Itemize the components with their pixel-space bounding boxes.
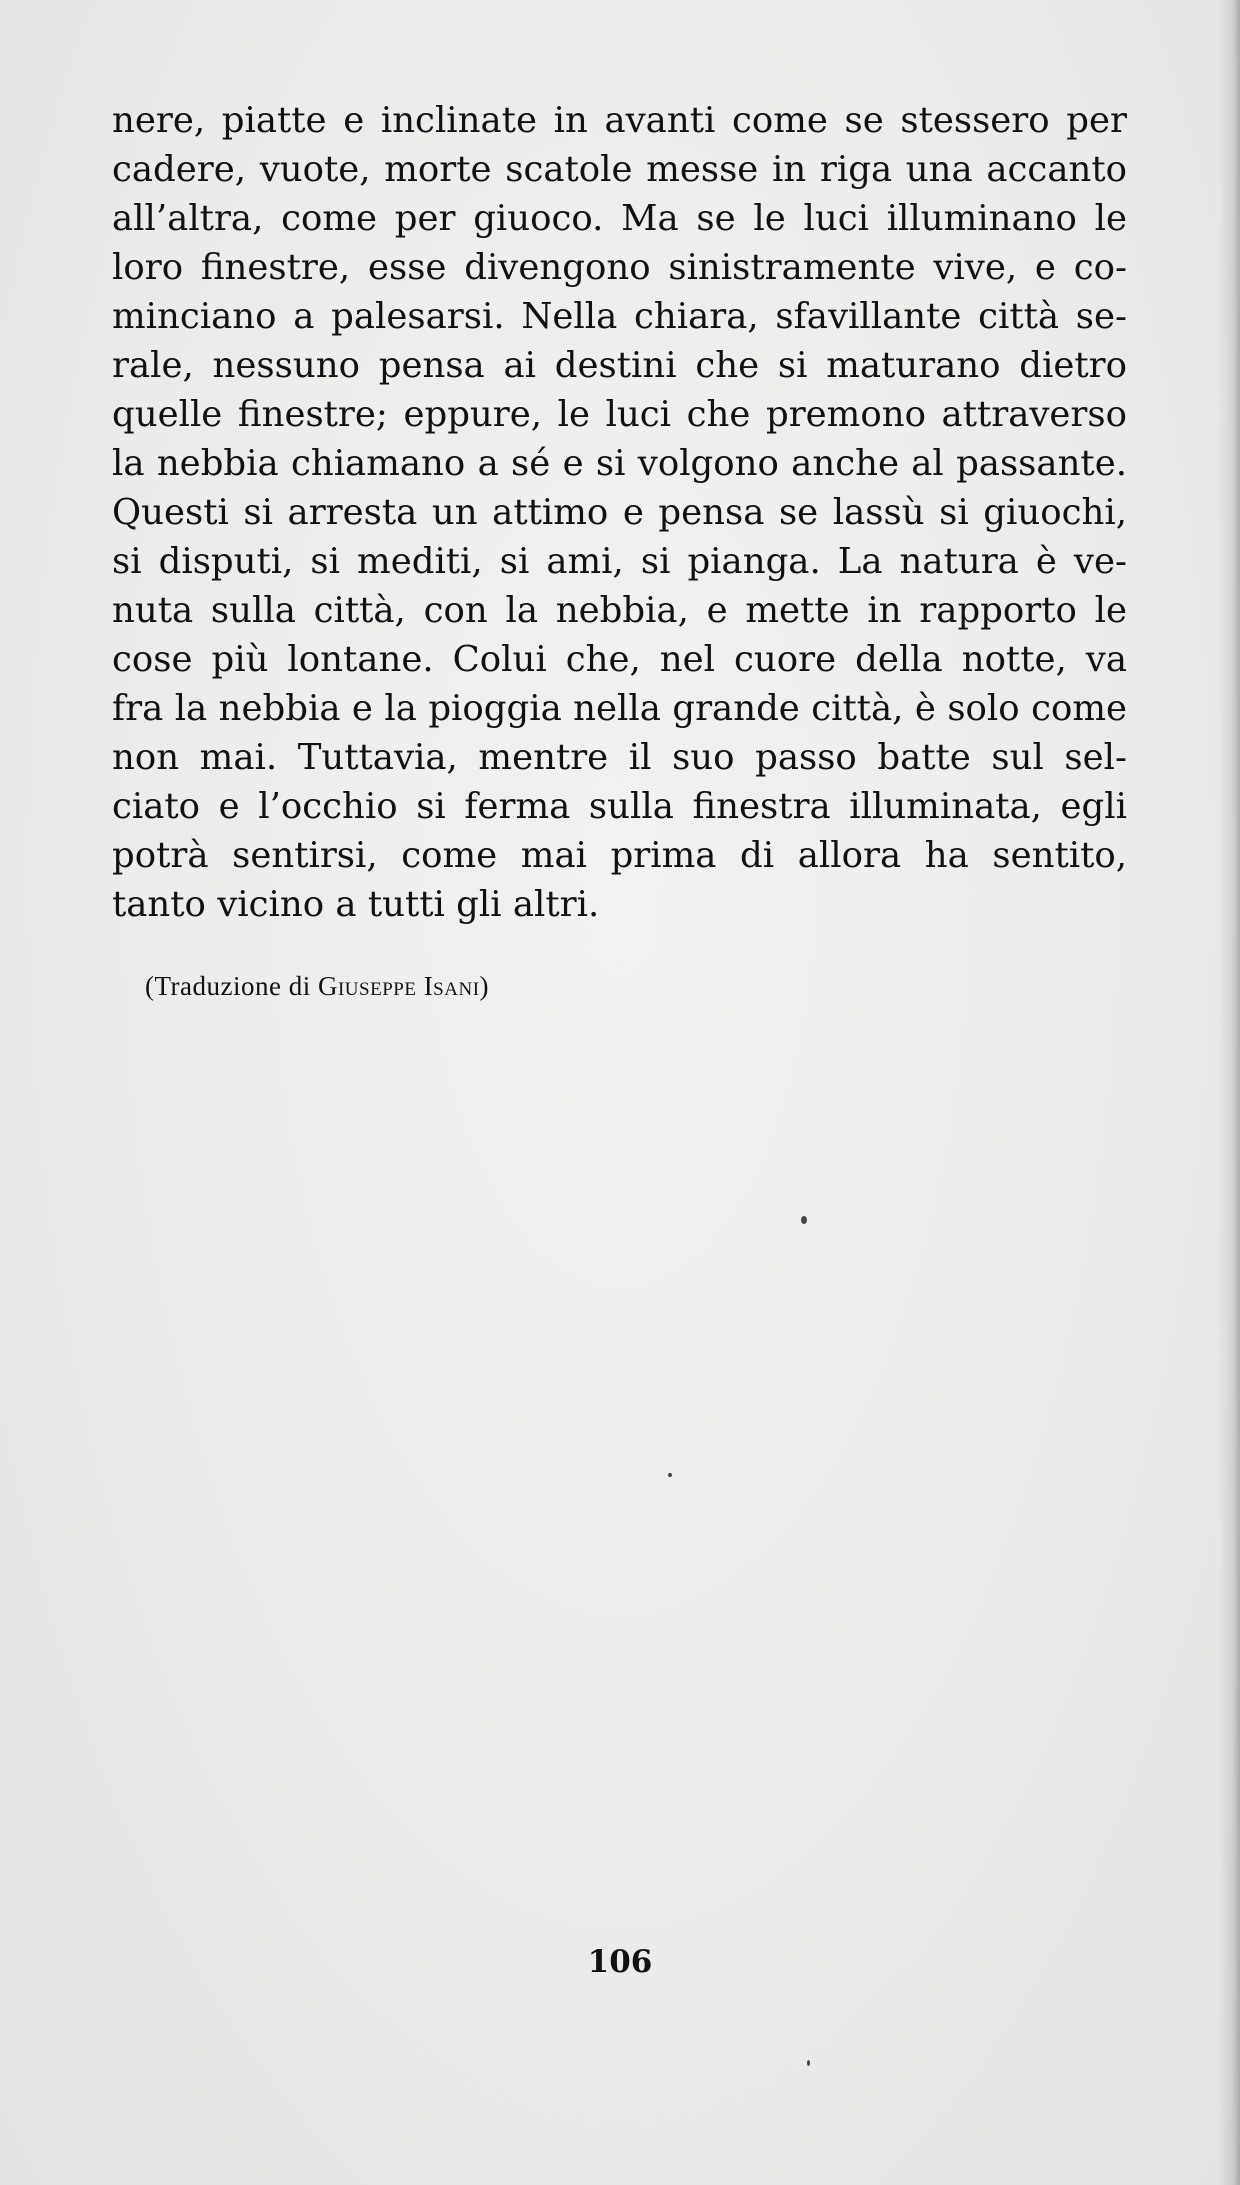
translation-credit <box>145 968 489 1004</box>
text-line: si disputi, si mediti, si ami, si pianga. La natura è ve- <box>112 541 1127 582</box>
text-line: tanto vicino a tutti gli altri. <box>112 884 600 925</box>
text-line: nuta sulla città, con la nebbia, e mette in rapporto le <box>112 590 1127 631</box>
text-line: all’altra, come per giuoco. Ma se le luci illuminano le <box>112 198 1127 239</box>
text-line: cose più lontane. Colui che, nel cuore della notte, va <box>112 639 1127 680</box>
translator-name: Giuseppe Isani <box>317 971 480 1001</box>
text-line: la nebbia chiamano a sé e si volgono anche al passante. <box>112 443 1127 484</box>
page-edge-shadow <box>1218 0 1240 2185</box>
text-line: ciato e l’occhio si ferma sulla finestra illuminata, egli <box>112 786 1127 827</box>
text-line: potrà sentirsi, come mai prima di allora ha sentito, <box>112 835 1127 876</box>
paper-speck <box>807 2060 810 2066</box>
text-line: loro finestre, esse divengono sinistramente vive, e co- <box>112 247 1127 288</box>
text-line: Questi si arresta un attimo e pensa se lassù si giuochi, <box>112 492 1127 533</box>
text-line: minciano a palesarsi. Nella chiara, sfavillante città se- <box>112 296 1127 337</box>
paper-speck <box>801 1216 807 1224</box>
text-line: non mai. Tuttavia, mentre il suo passo batte sul sel- <box>112 737 1127 778</box>
text-line: rale, nessuno pensa ai destini che si maturano dietro <box>112 345 1127 386</box>
text-line: nere, piatte e inclinate in avanti come se stessero per <box>112 100 1127 141</box>
text-line: fra la nebbia e la pioggia nella grande città, è solo come <box>112 688 1127 729</box>
body-text <box>112 96 1127 929</box>
paper-speck <box>668 1473 672 1477</box>
text-line: cadere, vuote, morte scatole messe in riga una accanto <box>112 149 1127 190</box>
credit-prefix: (Traduzione di <box>145 971 318 1001</box>
credit-suffix: ) <box>479 971 490 1001</box>
page-number: 106 <box>587 1944 653 1980</box>
text-line: quelle finestre; eppure, le luci che premono attraverso <box>112 394 1127 435</box>
